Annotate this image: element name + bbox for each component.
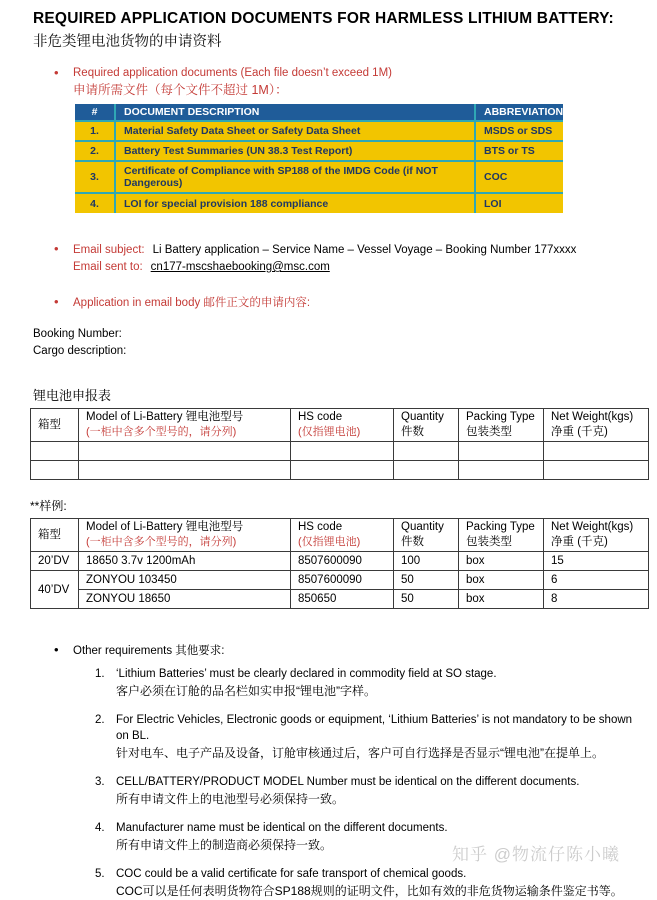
declaration-table-header — [31, 409, 649, 442]
list-item — [95, 712, 643, 762]
required-docs-bullet — [73, 66, 637, 99]
booking-number-label: Booking Number: — [33, 328, 122, 340]
col-net-weight — [544, 519, 649, 552]
table-row — [31, 590, 649, 609]
doc-row-abbr: MSDS or SDS — [475, 121, 563, 141]
battery-model-en: Model of Li-Battery 锂电池型号 — [86, 411, 244, 423]
item-number: 2. — [95, 714, 105, 726]
declaration-table-title: 锂电池申报表 — [33, 388, 112, 403]
doc-row-abbr: LOI — [475, 193, 563, 213]
quantity-en: Quantity — [401, 521, 444, 533]
table-row — [75, 161, 563, 193]
hs-code-note: (仅指锂电池) — [298, 426, 361, 438]
doc-row-num: 3. — [75, 161, 115, 193]
empty-cell — [79, 461, 291, 480]
col-net-weight — [544, 409, 649, 442]
email-body-label: Application in email body 邮件正文的申请内容: — [73, 297, 311, 309]
packing-en: Packing Type — [466, 521, 535, 533]
sample-qty: 50 — [394, 571, 459, 590]
sample-weight: 8 — [544, 590, 649, 609]
list-item — [95, 866, 643, 900]
email-subject-row — [73, 242, 637, 259]
item-en: ‘Lithium Batteries’ must be clearly declared in commodity field at SO stage. — [116, 668, 497, 680]
sample-hs: 8507600090 — [291, 552, 394, 571]
doc-row-desc: Material Safety Data Sheet or Safety Data Sheet — [115, 121, 475, 141]
empty-cell — [291, 442, 394, 461]
doc-row-abbr: BTS or TS — [475, 141, 563, 161]
sample-hs: 8507600090 — [291, 571, 394, 590]
doc-row-desc: Battery Test Summaries (UN 38.3 Test Report) — [115, 141, 475, 161]
other-requirements-head: • Other requirements 其他要求: — [73, 645, 225, 657]
battery-model-en: Model of Li-Battery 锂电池型号 — [86, 521, 244, 533]
page-subtitle: 非危类锂电池货物的申请资料 — [33, 34, 222, 50]
col-packing-type — [459, 519, 544, 552]
email-sent-to-label: Email sent to: — [73, 261, 143, 273]
col-hs-code — [291, 409, 394, 442]
declaration-empty-row — [31, 442, 649, 461]
sample-table-header — [31, 519, 649, 552]
item-zh: 客户必须在订舱的品名栏如实申报“锂电池”字样。 — [116, 684, 376, 698]
packing-zh: 包装类型 — [466, 426, 512, 438]
email-body-fields — [33, 326, 657, 360]
required-docs-en: • Required application documents (Each file doesn’t exceed 1M) — [73, 67, 392, 79]
empty-cell — [394, 442, 459, 461]
declaration-table — [30, 408, 649, 480]
doc-row-num: 2. — [75, 141, 115, 161]
sample-pack: box — [459, 590, 544, 609]
item-number: 1. — [95, 668, 105, 680]
item-en: COC could be a valid certificate for safe transport of chemical goods. — [116, 868, 467, 880]
empty-cell — [79, 442, 291, 461]
empty-cell — [31, 461, 79, 480]
list-item — [95, 774, 643, 808]
weight-zh: 净重 (千克) — [551, 426, 608, 438]
required-docs-zh: 申请所需文件（每个文件不超过 1M）： — [73, 83, 288, 97]
empty-cell — [459, 461, 544, 480]
sample-qty: 100 — [394, 552, 459, 571]
doc-row-num: 1. — [75, 121, 115, 141]
email-subject-label: Email subject: — [73, 244, 145, 256]
item-body — [116, 666, 643, 700]
item-zh: 所有申请文件上的电池型号必须保持一致。 — [116, 792, 345, 806]
item-body — [116, 712, 643, 762]
documents-table — [75, 104, 563, 213]
col-battery-model — [79, 409, 291, 442]
sample-hs: 850650 — [291, 590, 394, 609]
documents-table-header — [75, 104, 563, 121]
quantity-zh: 件数 — [401, 426, 424, 438]
hs-code-en: HS code — [298, 521, 343, 533]
doc-row-num: 4. — [75, 193, 115, 213]
col-container-type: 箱型 — [31, 409, 79, 442]
packing-zh: 包装类型 — [466, 536, 512, 548]
col-quantity — [394, 409, 459, 442]
item-zh: 所有申请文件上的制造商必须保持一致。 — [116, 838, 333, 852]
other-requirements — [73, 643, 637, 659]
empty-cell — [544, 461, 649, 480]
sample-table — [30, 518, 649, 609]
other-requirements-list — [95, 666, 643, 900]
list-item — [95, 666, 643, 700]
email-bullet — [73, 242, 637, 276]
item-number: 3. — [95, 776, 105, 788]
quantity-zh: 件数 — [401, 536, 424, 548]
sample-weight: 15 — [544, 552, 649, 571]
sample-qty: 50 — [394, 590, 459, 609]
page-title: REQUIRED APPLICATION DOCUMENTS FOR HARMLESS LITHIUM BATTERY: — [33, 10, 614, 27]
sample-model: ZONYOU 103450 — [79, 571, 291, 590]
item-en: Manufacturer name must be identical on the different documents. — [116, 822, 448, 834]
weight-en: Net Weight(kgs) — [551, 521, 634, 533]
col-number-header: # — [75, 104, 115, 121]
col-description-header: DOCUMENT DESCRIPTION — [115, 104, 475, 121]
col-packing-type — [459, 409, 544, 442]
sample-pack: box — [459, 571, 544, 590]
quantity-en: Quantity — [401, 411, 444, 423]
sample-box: 20’DV — [31, 552, 79, 571]
sample-model: ZONYOU 18650 — [79, 590, 291, 609]
table-row — [75, 121, 563, 141]
empty-cell — [31, 442, 79, 461]
empty-cell — [459, 442, 544, 461]
item-en: CELL/BATTERY/PRODUCT MODEL Number must be identical on the different documents. — [116, 776, 580, 788]
col-hs-code — [291, 519, 394, 552]
item-number: 5. — [95, 868, 105, 880]
table-row — [75, 141, 563, 161]
weight-en: Net Weight(kgs) — [551, 411, 634, 423]
list-item — [95, 820, 643, 854]
hs-code-en: HS code — [298, 411, 343, 423]
item-number: 4. — [95, 822, 105, 834]
email-link[interactable]: cn177-mscshaebooking@msc.com — [150, 261, 330, 273]
empty-cell — [394, 461, 459, 480]
email-subject-value: Li Battery application – Service Name – Vessel Voyage – Booking Number 177xxxx — [152, 244, 577, 256]
table-row — [75, 193, 563, 213]
item-en: For Electric Vehicles, Electronic goods or equipment, ‘Lithium Batteries’ is not mandatory to be shown on BL. — [116, 714, 633, 742]
col-quantity — [394, 519, 459, 552]
item-zh: COC可以是任何表明货物符合SP188规则的证明文件，比如有效的非危货物运输条件鉴定书等。 — [116, 884, 623, 898]
item-body — [116, 774, 643, 808]
weight-zh: 净重 (千克) — [551, 536, 608, 548]
item-body — [116, 866, 643, 900]
battery-model-note: (一柜中含多个型号的，请分列) — [86, 426, 237, 438]
zhihu-watermark: 知乎 @物流仔陈小曦 — [452, 845, 620, 864]
doc-row-abbr: COC — [475, 161, 563, 193]
sample-title: **样例: — [30, 499, 67, 513]
sample-box: 40’DV — [31, 571, 79, 609]
email-sent-to-row — [73, 259, 637, 276]
table-row — [31, 571, 649, 590]
hs-code-note: (仅指锂电池) — [298, 536, 361, 548]
email-body-bullet — [73, 295, 637, 311]
item-body — [116, 820, 643, 854]
col-battery-model — [79, 519, 291, 552]
sample-pack: box — [459, 552, 544, 571]
table-row — [31, 552, 649, 571]
empty-cell — [544, 442, 649, 461]
battery-model-note: (一柜中含多个型号的，请分列) — [86, 536, 237, 548]
col-container-type: 箱型 — [31, 519, 79, 552]
doc-row-desc: LOI for special provision 188 compliance — [115, 193, 475, 213]
packing-en: Packing Type — [466, 411, 535, 423]
document-page — [0, 10, 657, 898]
sample-weight: 6 — [544, 571, 649, 590]
empty-cell — [291, 461, 394, 480]
col-abbreviation-header: ABBREVIATION — [475, 104, 563, 121]
declaration-empty-row — [31, 461, 649, 480]
sample-model: 18650 3.7v 1200mAh — [79, 552, 291, 571]
cargo-description-label: Cargo description: — [33, 345, 127, 357]
item-zh: 针对电车、电子产品及设备，订舱审核通过后，客户可自行选择是否显示“锂电池”在提单上。 — [116, 746, 604, 760]
doc-row-desc: Certificate of Compliance with SP188 of the IMDG Code (if NOT Dangerous) — [115, 161, 475, 193]
